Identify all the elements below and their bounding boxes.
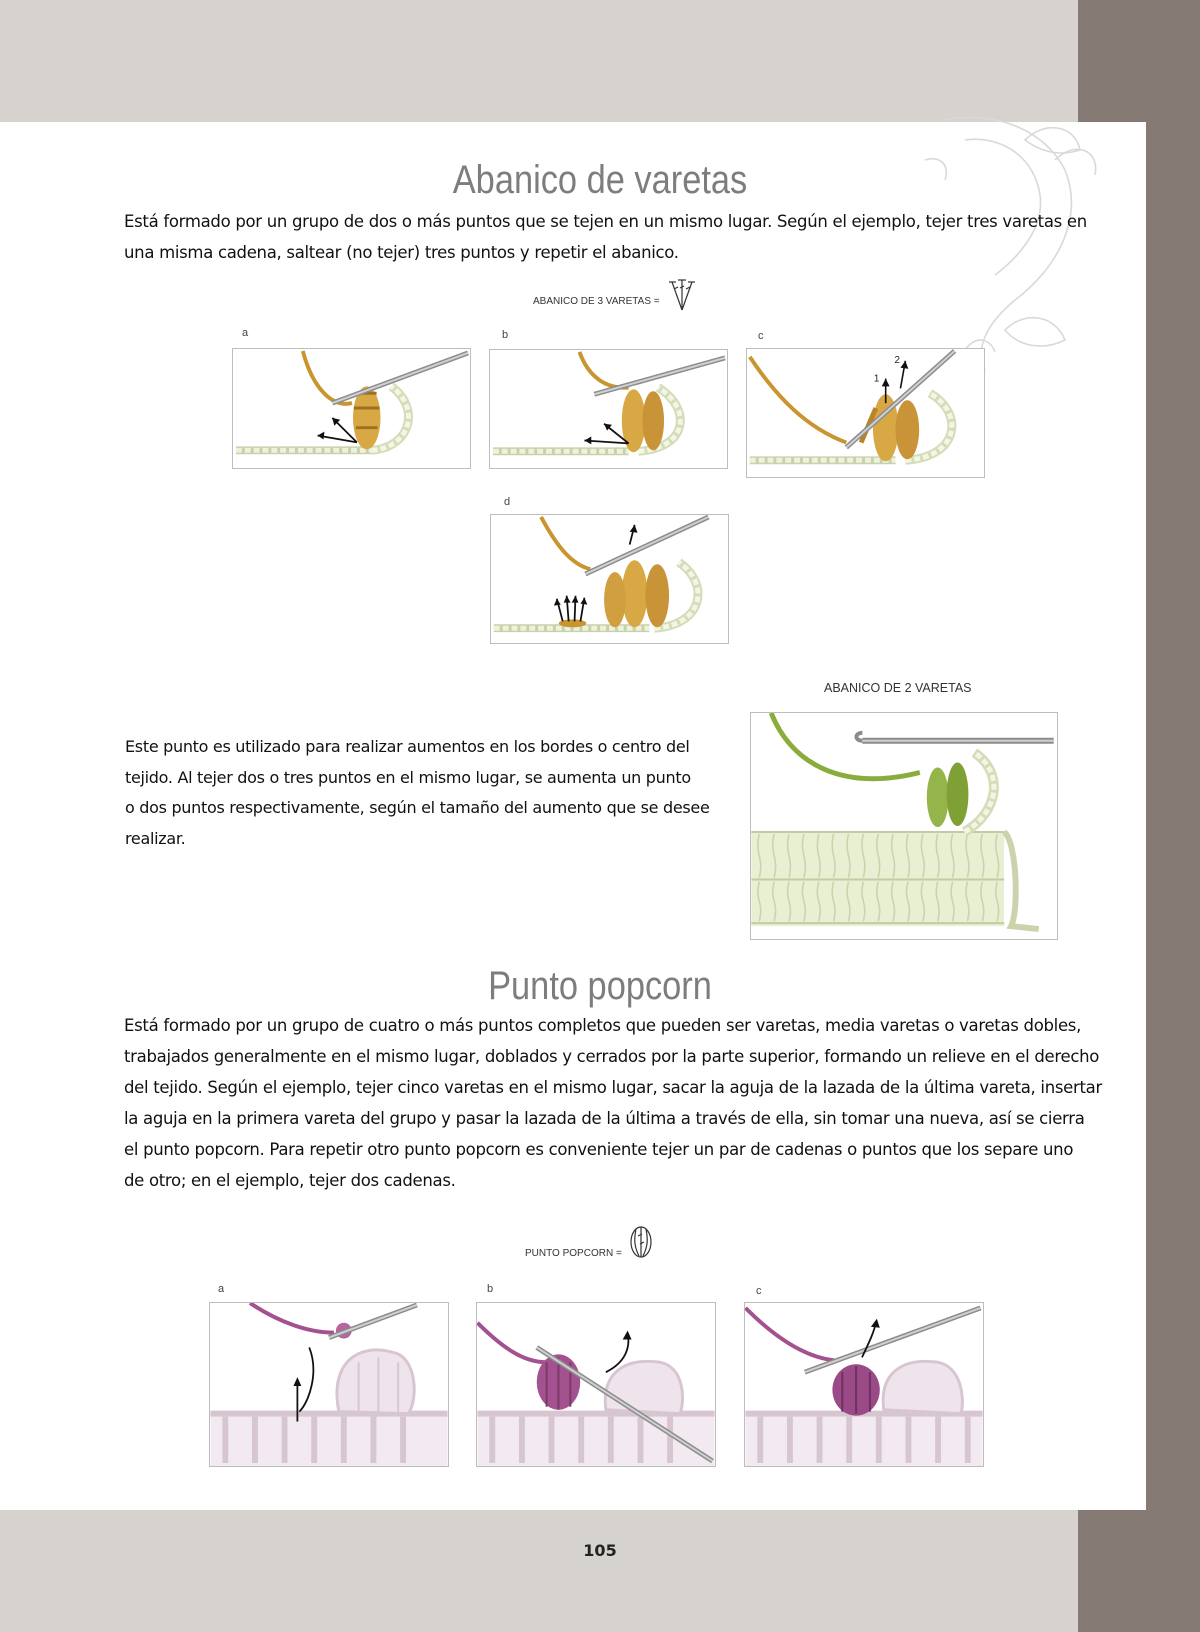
abanico-intro-line: Está formado por un grupo de dos o más puntos que se tejen en un mismo lugar. Según el ejemplo, tejer tres varetas en [124, 212, 1087, 231]
abanico-intro [124, 206, 1087, 268]
popcorn-intro-line: del tejido. Según el ejemplo, tejer cinco varetas en el mismo lugar, sacar la aguja de la lazada de la última vareta, insertar [124, 1078, 1102, 1097]
figure-label-a: a [242, 327, 249, 339]
abanico-2-varetas-illustration [750, 712, 1058, 940]
popcorn-symbol-caption: PUNTO POPCORN = [525, 1248, 622, 1259]
popcorn-intro-line: Está formado por un grupo de cuatro o más puntos completos que pueden ser varetas, media varetas o varetas dobles, [124, 1016, 1082, 1035]
popcorn-step-b-illustration [476, 1302, 716, 1467]
abanico-step-a-illustration [232, 348, 471, 469]
arrow-label-2: 2 [894, 354, 901, 366]
figure-label-b: b [502, 329, 509, 341]
popcorn-symbol-icon [629, 1224, 653, 1260]
abanico-intro-line: una misma cadena, saltear (no tejer) tres puntos y repetir el abanico. [124, 243, 679, 262]
popcorn-step-c-illustration [744, 1302, 984, 1467]
abanico-step-d-illustration [490, 514, 729, 644]
popcorn-intro-line: de otro; en el ejemplo, tejer dos cadenas. [124, 1171, 456, 1190]
abanico-step-c-illustration [746, 348, 985, 478]
page-number: 105 [583, 1541, 617, 1560]
popcorn-intro [124, 1010, 1102, 1196]
popcorn-figure-label-a: a [218, 1283, 225, 1295]
figure-label-c: c [758, 330, 764, 342]
abanico-side-text-line: realizar. [125, 828, 186, 848]
figure-label-d: d [504, 496, 511, 508]
abanico-side-text [125, 732, 710, 854]
popcorn-intro-line: trabajados generalmente en el mismo lugar, doblados y cerrados por la parte superior, formando un relieve en el derecho [124, 1047, 1100, 1066]
popcorn-intro-line: el punto popcorn. Para repetir otro punto popcorn es conveniente tejer un par de cadenas o puntos que los separe uno [124, 1140, 1074, 1159]
popcorn-figure-label-b: b [487, 1283, 494, 1295]
abanico-2-caption: ABANICO DE 2 VARETAS [824, 681, 972, 695]
popcorn-step-a-illustration [209, 1302, 449, 1467]
abanico-side-text-line: o dos puntos respectivamente, según el tamaño del aumento que se desee [125, 798, 710, 817]
abanico-3-symbol-caption: ABANICO DE 3 VARETAS = [533, 296, 660, 307]
arrow-label-1: 1 [873, 373, 880, 385]
section-title-abanico: Abanico de varetas [452, 158, 748, 202]
abanico-side-text-line: Este punto es utilizado para realizar aumentos en los bordes o centro del [125, 737, 690, 756]
fan-3-trebles-symbol-icon [668, 278, 696, 314]
bottom-margin-band [0, 1510, 1078, 1632]
section-title-popcorn: Punto popcorn [488, 964, 712, 1008]
abanico-side-text-line: tejido. Al tejer dos o tres puntos en el mismo lugar, se aumenta un punto [125, 767, 691, 787]
popcorn-figure-label-c: c [756, 1285, 762, 1297]
popcorn-intro-line: la aguja en la primera vareta del grupo y pasar la lazada de la última a través de ella, sin tomar una nueva, así se cierra [124, 1109, 1085, 1128]
abanico-step-b-illustration [489, 349, 728, 469]
